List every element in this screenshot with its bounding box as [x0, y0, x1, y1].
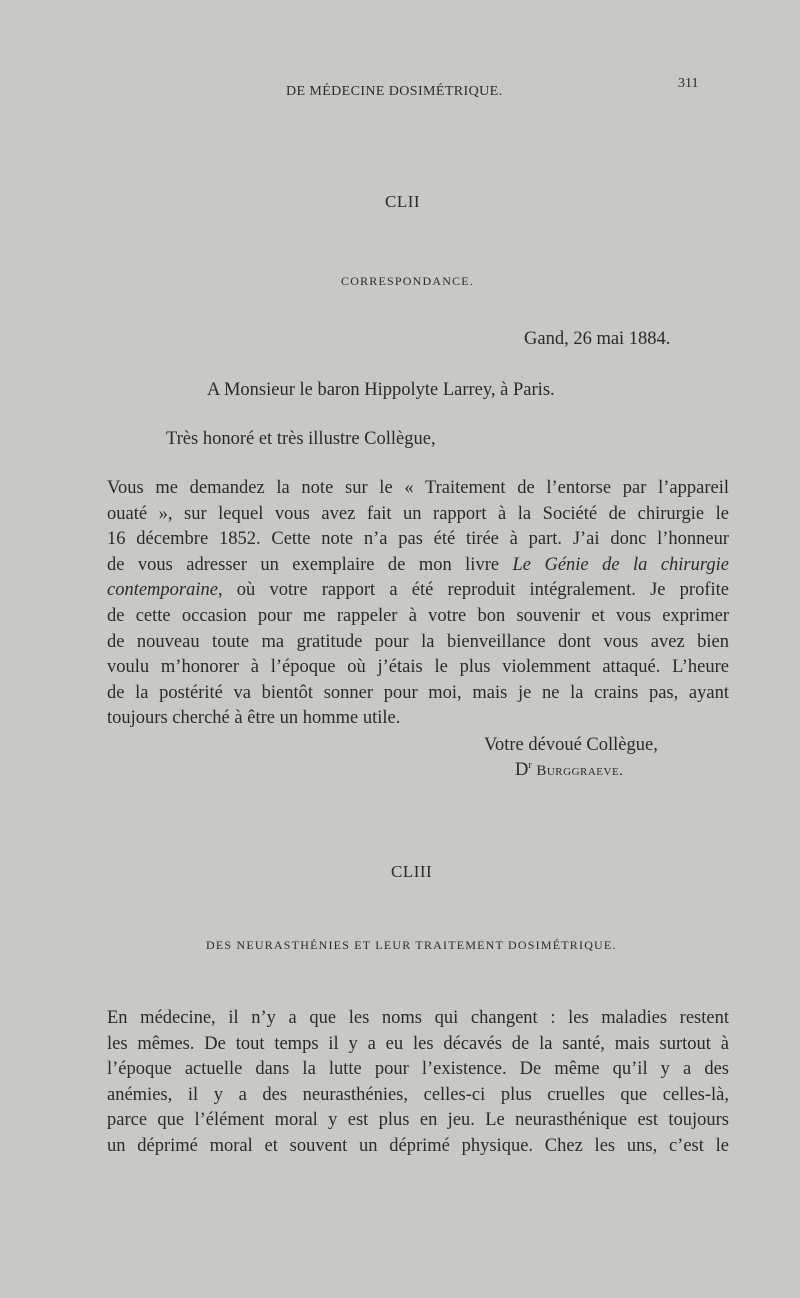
section-title: DES NEURASTHÉNIES ET LEUR TRAITEMENT DOSIMÉTRIQUE.: [206, 938, 617, 952]
signature: $D^r$ Burggraeve.: [515, 760, 624, 781]
closing: Votre dévoué Collègue,: [484, 735, 658, 755]
text-line: contemporaine, où votre rapport a été reproduit intégralement. Je profite: [107, 580, 729, 601]
text-line: anémies, il y a des neurasthénies, celles-ci plus cruelles que celles-là,: [107, 1084, 729, 1105]
section-number: CLII: [385, 192, 421, 211]
text-line: de nouveau toute ma gratitude pour la bienveillance dont vous avez bien: [107, 631, 729, 652]
text-line: parce que l’élément moral y est plus en jeu. Le neurasthénique est toujours: [107, 1110, 729, 1131]
salutation: Très honoré et très illustre Collègue,: [166, 429, 436, 449]
addressee: A Monsieur le baron Hippolyte Larrey, à Paris.: [207, 380, 555, 400]
article-body: [107, 1006, 729, 1160]
text-line: En médecine, il n’y a que les noms qui changent : les maladies restent: [107, 1008, 729, 1028]
dateline: Gand, 26 mai 1884.: [524, 329, 671, 349]
text-line: un déprimé moral et souvent un déprimé physique. Chez les uns, c’est le: [107, 1135, 729, 1156]
text-line: de cette occasion pour me rappeler à votre bon souvenir et vous exprimer: [107, 605, 729, 626]
book-title-cont: contemporaine: [107, 580, 218, 601]
text-line: ouaté », sur lequel vous avez fait un rapport à la Société de chirurgie le: [107, 503, 729, 524]
text-line: Vous me demandez la note sur le « Traitement de l’entorse par l’appareil: [107, 478, 729, 498]
section-title: CORRESPONDANCE.: [341, 274, 475, 288]
text-line: les mêmes. De tout temps il y a eu les décavés de la santé, mais surtout à: [107, 1033, 729, 1054]
text-line: 16 décembre 1852. Cette note n’a pas été tirée à part. J’ai donc l’honneur: [107, 529, 729, 550]
section-number: CLIII: [391, 862, 433, 881]
text-line: de vous adresser un exemplaire de mon livre Le Génie de la chirurgie: [107, 554, 729, 575]
text-line: toujours cherché à être un homme utile.: [107, 708, 401, 729]
running-title: DE MÉDECINE DOSIMÉTRIQUE.: [286, 84, 503, 99]
text-line: voulu m’honorer à l’époque où j’étais le plus violemment attaqué. L’heure: [107, 657, 729, 678]
text-line: de la postérité va bientôt sonner pour moi, mais je ne la crains pas, ayant: [107, 682, 729, 703]
page-number: 311: [678, 76, 699, 91]
letter-body: [107, 476, 729, 732]
text-line: l’époque actuelle dans la lutte pour l’existence. De même qu’il y a des: [107, 1059, 729, 1080]
book-title: Le Génie de la chirurgie: [512, 554, 729, 575]
